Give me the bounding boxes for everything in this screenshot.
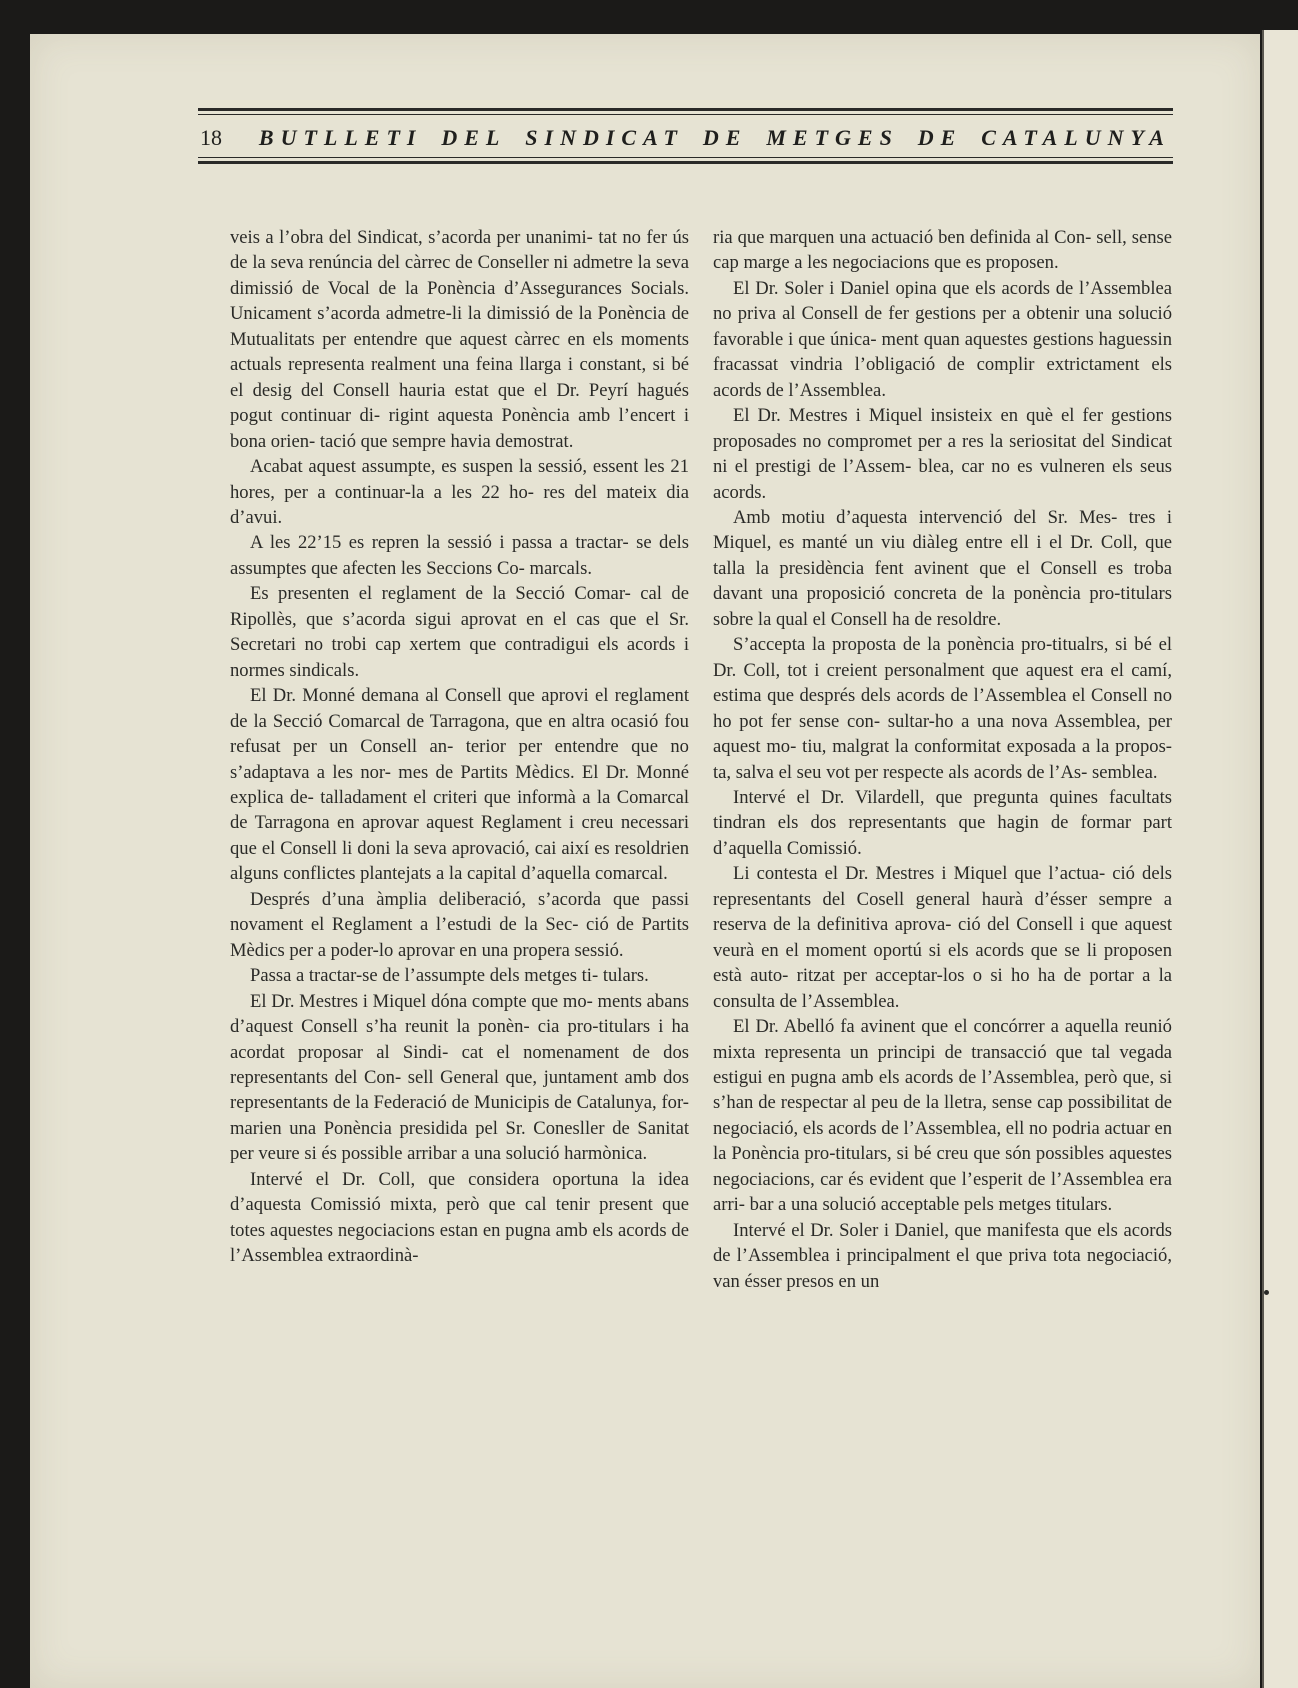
paragraph <box>713 1014 1172 1218</box>
text-line: marien una Ponència presidida pel Sr. Conesller <box>230 1117 605 1139</box>
header-title-word: DE <box>917 125 963 150</box>
header-rule-bottom-thin <box>198 157 1173 158</box>
text-line: Passa a tractar-se de l’assumpte dels metges ti- <box>250 965 599 987</box>
text-line: semblea. <box>1091 761 1158 783</box>
text-line: estat que el Dr. Peyrí hagués pogut continuar di- <box>230 379 689 427</box>
paragraph <box>230 530 689 581</box>
text-line: rigint aquesta Ponència amb l’encert i bona orien- <box>230 405 689 452</box>
text-line: Intervé el Dr. Coll, que considera oportuna la <box>250 1168 645 1190</box>
paragraph <box>713 785 1172 861</box>
running-header <box>198 108 1173 164</box>
text-line: d’ésser sempre a reserva de la definitiva aprova- <box>713 888 1172 936</box>
text-line: present que totes aquestes negociacions estan en <box>230 1194 689 1241</box>
text-line: Li contesta el Dr. Mestres i Miquel que l’actua- <box>733 863 1106 885</box>
text-line: necessari que el Consell li doni la seva aprovació, <box>230 812 689 859</box>
text-line: creu que són possibles aquestes negociacions, car <box>713 1143 1173 1190</box>
text-line: marcals. <box>529 557 592 579</box>
text-line: mes de Partits Mèdics. El Dr. Monné explica de- <box>230 761 689 808</box>
text-line: Dr. Coll, que talla la presidència fent avinent que <box>713 532 1172 579</box>
text-line: Després d’una àmplia deliberació, s’acorda que <box>250 888 640 910</box>
paragraph <box>713 1218 1172 1294</box>
header-title-word: METGES <box>766 125 899 150</box>
paragraph <box>230 225 689 454</box>
text-line: Intervé el Dr. Vilardell, que pregunta quines <box>733 786 1098 808</box>
text-line: ta, salva el seu vot per respecte als acords de l’As- <box>713 761 1088 783</box>
text-line: tres i Miquel, es manté un viu diàleg entre ell i el <box>713 506 1172 554</box>
text-line: El Dr. Abelló fa avinent que el concórrer a <box>733 1016 1059 1038</box>
text-line: El Dr. Mestres i Miquel dóna compte que mo- <box>250 990 593 1012</box>
text-line: ha de resoldre. <box>892 608 1002 630</box>
left-column <box>230 225 689 1294</box>
text-line: transacció que tal vegada estigui en pugna amb <box>713 1041 1173 1088</box>
text-line: que en altra ocasió fou refusat per un Consell an- <box>230 710 689 758</box>
text-line: Intervé el Dr. Soler i Daniel, que manifesta <box>733 1219 1060 1241</box>
text-line: sell, sense cap marge a les negociacions que es <box>713 227 1172 274</box>
paragraph <box>713 403 1172 505</box>
margin-dot <box>1264 1290 1269 1295</box>
text-line: sultar-ho a una nova Assemblea, per aquest mo- <box>713 710 1172 758</box>
text-line: vindria l’obligació de complir extrictament els <box>790 354 1172 376</box>
text-line: El Dr. Mestres i Miquel insisteix en què el fer <box>733 405 1104 427</box>
paragraph <box>713 861 1172 1014</box>
text-line: una propera sessió. <box>481 939 624 961</box>
text-line: ció dels representants del Cosell general haurà <box>713 863 1173 910</box>
text-line: Conseller ni admetre la seva dimissió de Vocal de <box>230 252 689 299</box>
header-rule-bottom <box>198 161 1173 164</box>
text-line: per a obtenir una solució favorable i que única- <box>713 303 1172 350</box>
text-line: bar a una solució acceptable pels metges titulars. <box>749 1194 1113 1216</box>
text-line: els acords de l’Assemblea, però que, si s’han de <box>713 1066 1173 1114</box>
text-line: blea, car no es vulneren els seus acords. <box>713 456 1172 503</box>
text-line: cai així es resoldrien alguns conflictes plantejats <box>230 837 689 885</box>
header-rule-top <box>198 108 1173 111</box>
text-line: de Tarragona en aprovar aquest Reglament i creu <box>230 812 614 834</box>
paragraph <box>713 276 1172 403</box>
text-line: facultats tindran els dos representants que hagin <box>713 786 1172 834</box>
text-line: l’Assemblea no priva al Consell de fer gestions <box>713 277 1172 325</box>
paragraph <box>713 225 1172 276</box>
text-line: pugna amb els acords de l’Assemblea extraordinà- <box>230 1219 689 1267</box>
text-line: de formar part d’aquella Comissió. <box>713 812 1173 859</box>
text-line: Mutualitats per entendre que aquest càrrec en <box>230 328 586 350</box>
text-line: si bé el Dr. Coll, tot i creient personalment que <box>713 634 1172 681</box>
paragraph <box>230 683 689 887</box>
text-line: S’accepta la proposta de la ponència pro-titualrs, <box>733 634 1109 656</box>
text-line: de la Federació de Municipis de Catalunya, for- <box>332 1092 689 1114</box>
text-line: talladament el criteri que informà a la Comarcal <box>320 786 689 808</box>
header-title-word: DEL <box>441 125 507 150</box>
text-line: ritzat per acceptar-los o si ho ha de portar a la <box>796 965 1172 987</box>
text-line: ment quan aquestes gestions haguessin fracassat <box>713 328 1172 376</box>
text-line: a la capital d’aquella comarcal. <box>436 863 668 885</box>
header-title-word: CATALUNYA <box>981 125 1171 150</box>
text-line: sell General que, juntament amb dos representants <box>230 1066 689 1114</box>
text-line: acords de l’Assemblea. <box>713 379 886 401</box>
text-line: de la ponència pro-titulars sobre la qual el Consell <box>713 583 1172 630</box>
text-line: proposen. <box>985 252 1059 274</box>
text-line: essent les 21 hores, per a continuar-la a les 22 ho- <box>230 456 689 503</box>
text-line: ria que marquen una actuació ben definida al Con- <box>713 227 1092 248</box>
text-line: consulta de l’Assemblea. <box>713 990 900 1012</box>
text-line: res del mateix dia d’avui. <box>230 481 690 528</box>
text-line: respectar al peu de la lletra, sense cap possibilitat <box>780 1092 1150 1114</box>
text-line: terior per entendre que no s’adaptava a les nor- <box>230 736 689 783</box>
text-line: cia pro-titulars i ha acordat proposar al Sindi- <box>230 1016 689 1063</box>
text-line: cal de Ripollès, que s’acorda sigui aprovat en el <box>230 583 689 630</box>
text-line: A les 22’15 es repren la sessió i passa a tractar- <box>250 532 629 554</box>
text-line: contradigui els acords i normes sindicals. <box>230 634 689 681</box>
paragraph <box>230 963 689 988</box>
text-line: la Ponència d’Assegurances Socials. Unicament <box>230 277 689 325</box>
text-line: de negociació, els acords de l’Assemblea, ell no <box>713 1092 1173 1139</box>
text-line: tiu, malgrat la conformitat exposada a la propos- <box>802 736 1172 758</box>
text-line: podria actuar en la Ponència pro-titulars, si bé <box>713 1117 1172 1165</box>
text-line: reglament de la Secció Comarcal de Tarragona, <box>230 685 689 732</box>
text-line: tat no fer ús de la seva renúncia del càrrec de <box>230 227 689 274</box>
text-line: el Consell es troba davant una proposició concreta <box>713 557 1172 605</box>
paragraph <box>713 632 1172 785</box>
text-line: cas que el Sr. Secretari no trobi cap xertem que <box>230 608 689 656</box>
paragraph <box>230 989 689 1167</box>
text-line: els moments actuals representa realment una feina <box>230 328 689 376</box>
text-line: tulars. <box>602 965 649 987</box>
text-line: Acabat aquest assumpte, es suspen la sessió, <box>250 456 588 478</box>
text-line: gestions proposades no compromet per a res la <box>713 405 1172 452</box>
header-title-word: SINDICAT <box>525 125 684 150</box>
paragraph <box>230 1167 689 1269</box>
text-line: El Dr. Monné demana al Consell que aprovi el <box>250 685 609 707</box>
text-line: Amb motiu d’aquesta intervenció del Sr. Mes- <box>733 506 1118 528</box>
body-columns <box>230 225 1172 1294</box>
adjacent-page-edge <box>1262 30 1298 1688</box>
text-line: ció del Consell i que aquest veurà en el moment <box>713 914 1172 961</box>
text-line: llarga i constant, si bé el desig del Consell hauria <box>230 354 689 401</box>
text-line: aquella reunió mixta representa un principi de <box>713 1016 1172 1063</box>
header-row <box>198 115 1173 157</box>
text-line: que priva tota negociació, van ésser presos en un <box>713 1245 1172 1292</box>
paragraph <box>230 887 689 963</box>
right-column <box>713 225 1172 1294</box>
text-line: solució harmònica. <box>505 1143 648 1165</box>
header-title-word: DE <box>702 125 748 150</box>
text-line: de l’Assemblea el Consell no ho pot fer sense con- <box>713 685 1172 732</box>
header-title-word: BUTLLETI <box>258 125 423 150</box>
text-line: se dels assumptes que afecten les Seccions Co- <box>230 532 689 579</box>
text-line: cat el nomenament de dos representants del Con- <box>230 1041 689 1088</box>
paragraph <box>713 505 1172 632</box>
text-line: El Dr. Soler i Daniel opina que els acords de <box>733 277 1074 299</box>
text-line: Es presenten el reglament de la Secció Comar- <box>250 583 631 605</box>
text-line: que els acords de l’Assemblea i principalment el <box>713 1219 1172 1267</box>
text-line: s’acorda admetre-li la dimissió de la Ponència de <box>317 303 690 325</box>
text-line: ció de Partits Mèdics per a poder-lo aprovar en <box>230 914 689 961</box>
text-line: oportú si els acords que se li proposen està auto- <box>713 939 1172 987</box>
text-line: tació que sempre havia demostrat. <box>319 430 574 452</box>
text-line: ments abans d’aquest Consell s’ha reunit la ponèn- <box>230 990 690 1038</box>
text-line: veis a l’obra del Sindicat, s’acorda per unanimi- <box>230 227 593 248</box>
text-line: idea d’aquesta Comissió mixta, però que cal tenir <box>230 1168 689 1216</box>
page-number: 18 <box>200 125 222 150</box>
text-line: aquest era el camí, estima que després dels acords <box>713 659 1172 707</box>
paragraph <box>230 454 689 530</box>
text-line: és evident que l’esperit de l’Assemblea era arri- <box>713 1168 1172 1216</box>
paragraph <box>230 581 689 683</box>
text-line: passi novament el Reglament a l’estudi de la Sec- <box>230 888 689 936</box>
text-line: de Sanitat per veure si és possible arribar a una <box>230 1117 689 1165</box>
text-line: seriositat del Sindicat ni el prestigi de l’Assem- <box>713 430 1172 478</box>
